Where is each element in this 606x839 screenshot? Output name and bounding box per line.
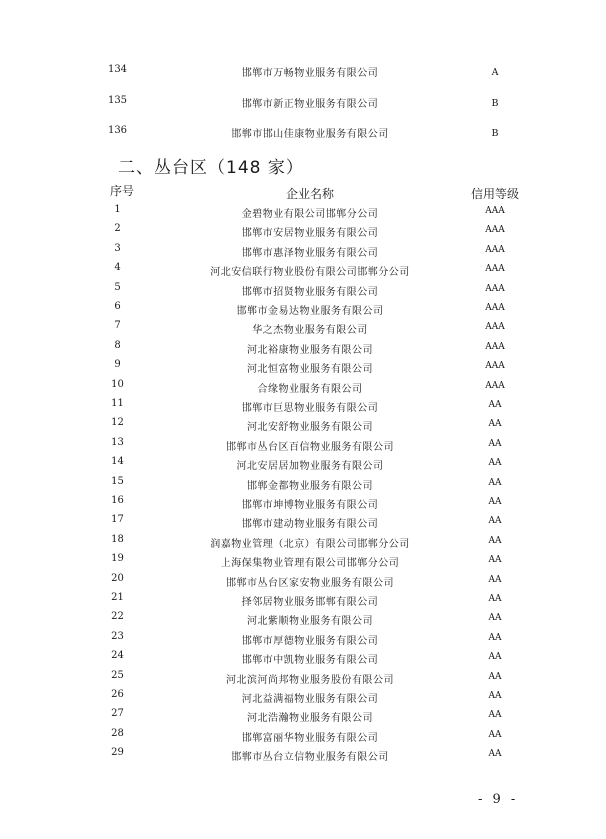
table-row — [0, 262, 606, 282]
table-row — [0, 417, 606, 437]
credit-grade: AA — [488, 535, 502, 546]
company-name: 金碧物业有限公司邯郸分公司 — [241, 209, 379, 220]
row-number: 10 — [111, 378, 124, 390]
row-number: 9 — [114, 359, 121, 371]
row-number: 5 — [114, 281, 121, 293]
table-row — [0, 514, 606, 534]
company-name: 邯郸市建动物业服务有限公司 — [241, 519, 379, 531]
row-number: 23 — [111, 630, 124, 642]
row-number: 12 — [111, 417, 124, 429]
credit-grade: AA — [488, 749, 502, 760]
company-name: 邯郸富丽华物业服务有限公司 — [241, 732, 379, 744]
row-number: 15 — [111, 475, 124, 487]
header-company-name: 企业名称 — [285, 187, 334, 201]
credit-grade: AA — [488, 613, 502, 624]
table-row — [0, 747, 606, 767]
credit-grade: AA — [488, 458, 502, 469]
table-row — [0, 223, 606, 243]
company-name: 邯郸市金易达物业服务有限公司 — [236, 306, 384, 317]
header-number: 序号 — [109, 184, 134, 198]
company-name: 河北紫顺物业服务有限公司 — [247, 616, 373, 628]
credit-grade: AAA — [485, 303, 505, 313]
row-number: 18 — [111, 533, 124, 545]
credit-grade: AA — [488, 574, 502, 585]
table-row — [0, 476, 606, 496]
table-row — [0, 243, 606, 263]
table-header — [0, 180, 606, 202]
row-number: 2 — [114, 223, 121, 235]
table-row — [0, 379, 606, 399]
row-number: 4 — [114, 262, 121, 274]
table-row — [0, 282, 606, 302]
company-name: 邯郸市安居物业服务有限公司 — [241, 228, 379, 240]
company-name: 河北裕康物业服务有限公司 — [247, 344, 373, 356]
credit-grade: AAA — [485, 283, 505, 294]
credit-grade: AA — [488, 632, 502, 643]
credit-grade: AA — [488, 710, 502, 721]
row-number: 7 — [114, 320, 121, 332]
company-name: 邯郸市邯山佳康物业服务有限公司 — [231, 129, 389, 140]
company-name: 河北安信联行物业股份有限公司邯郸分公司 — [210, 267, 410, 279]
row-number: 19 — [111, 553, 124, 565]
row-number: 13 — [111, 436, 124, 448]
table-row — [0, 573, 606, 593]
company-name: 邯郸市惠泽物业服务有限公司 — [241, 247, 379, 259]
row-number: 8 — [114, 339, 121, 351]
company-name: 邯郸市丛台区百信物业服务有限公司 — [226, 441, 394, 453]
company-name: 邯郸市丛台立信物业服务有限公司 — [231, 752, 389, 764]
credit-grade: AA — [488, 729, 502, 740]
company-name: 邯郸市中凯物业服务有限公司 — [241, 655, 379, 667]
table-row — [0, 650, 606, 670]
table-row — [0, 95, 606, 115]
credit-grade: AAA — [485, 225, 505, 236]
table-row — [0, 611, 606, 631]
credit-grade: B — [491, 128, 499, 139]
credit-grade: AA — [488, 438, 502, 449]
credit-grade: AAA — [485, 322, 505, 333]
table-row — [0, 204, 606, 224]
company-name: 邯郸市新正物业服务有限公司 — [241, 98, 379, 110]
credit-grade: AA — [488, 400, 502, 410]
table-row — [0, 125, 606, 145]
credit-grade: AAA — [485, 380, 505, 391]
company-name: 邯郸市万畅物业服务有限公司 — [241, 68, 379, 79]
table-row — [0, 592, 606, 612]
row-number: 134 — [107, 64, 128, 75]
company-name: 邯郸市招贤物业服务有限公司 — [241, 286, 379, 298]
credit-grade: AA — [488, 497, 502, 507]
row-number: 136 — [107, 125, 128, 136]
company-name: 河北安居居加物业服务有限公司 — [236, 461, 384, 473]
row-number: 135 — [107, 94, 128, 106]
table-row — [0, 689, 606, 709]
table-row — [0, 534, 606, 554]
company-name: 择邻居物业服务邯郸有限公司 — [241, 597, 379, 608]
table-row — [0, 359, 606, 379]
credit-grade: AA — [488, 419, 502, 430]
credit-grade: AA — [488, 652, 502, 663]
table-row — [0, 670, 606, 690]
credit-grade: AA — [488, 594, 502, 604]
company-name: 河北益满福物业服务有限公司 — [241, 694, 379, 705]
row-number: 11 — [111, 398, 124, 409]
company-name: 邯郸市厚德物业服务有限公司 — [241, 635, 379, 647]
row-number: 6 — [114, 301, 121, 312]
table-row — [0, 437, 606, 457]
company-name: 河北恒富物业服务有限公司 — [247, 364, 373, 376]
row-number: 22 — [111, 611, 124, 623]
table-row — [0, 631, 606, 651]
table-row — [0, 340, 606, 360]
company-name: 河北浩瀚物业服务有限公司 — [247, 713, 373, 725]
company-name: 邯郸市丛台区家安物业服务有限公司 — [226, 577, 394, 589]
table-row — [0, 64, 606, 84]
credit-grade: AAA — [485, 361, 505, 372]
credit-grade: A — [491, 67, 499, 78]
credit-grade: B — [491, 97, 499, 109]
row-number: 25 — [111, 669, 124, 681]
section-title: 二、丛台区（148 家） — [118, 158, 304, 178]
table-row — [0, 456, 606, 476]
company-name: 华之杰物业服务有限公司 — [252, 325, 368, 337]
credit-grade: AA — [488, 516, 502, 527]
row-number: 3 — [114, 242, 121, 254]
row-number: 16 — [111, 495, 124, 506]
company-name: 邯郸金都物业服务有限公司 — [247, 480, 373, 492]
row-number: 21 — [111, 592, 124, 603]
credit-grade: AA — [488, 477, 502, 488]
row-number: 27 — [111, 708, 124, 720]
credit-grade: AA — [488, 555, 502, 566]
company-name: 上海保集物业管理有限公司邯郸分公司 — [220, 558, 400, 570]
header-credit-grade: 信用等级 — [470, 187, 519, 201]
table-row — [0, 301, 606, 321]
table-row — [0, 553, 606, 573]
credit-grade: AAA — [485, 264, 505, 275]
row-number: 28 — [111, 727, 124, 739]
credit-grade: AAA — [485, 341, 505, 352]
row-number: 14 — [111, 456, 124, 468]
company-name: 润嘉物业管理（北京）有限公司邯郸分公司 — [210, 538, 410, 550]
company-name: 邯郸市坤博物业服务有限公司 — [241, 500, 379, 511]
table-row — [0, 320, 606, 340]
credit-grade: AAA — [485, 206, 505, 216]
row-number: 26 — [111, 689, 124, 700]
row-number: 17 — [111, 514, 124, 526]
table-row — [0, 728, 606, 748]
table-row — [0, 708, 606, 728]
table-row — [0, 398, 606, 418]
credit-grade: AAA — [485, 244, 505, 255]
company-name: 河北滨河尚邦物业服务股份有限公司 — [226, 674, 394, 686]
page-number: - 9 - — [478, 792, 519, 807]
company-name: 邯郸市巨思物业服务有限公司 — [241, 403, 379, 414]
company-name: 河北安舒物业服务有限公司 — [247, 422, 373, 434]
company-name: 合缘物业服务有限公司 — [257, 383, 363, 395]
table-row — [0, 495, 606, 515]
row-number: 24 — [111, 650, 124, 662]
row-number: 1 — [114, 204, 121, 215]
row-number: 20 — [111, 572, 124, 584]
row-number: 29 — [111, 747, 124, 759]
credit-grade: AA — [488, 671, 502, 682]
credit-grade: AA — [488, 691, 502, 701]
